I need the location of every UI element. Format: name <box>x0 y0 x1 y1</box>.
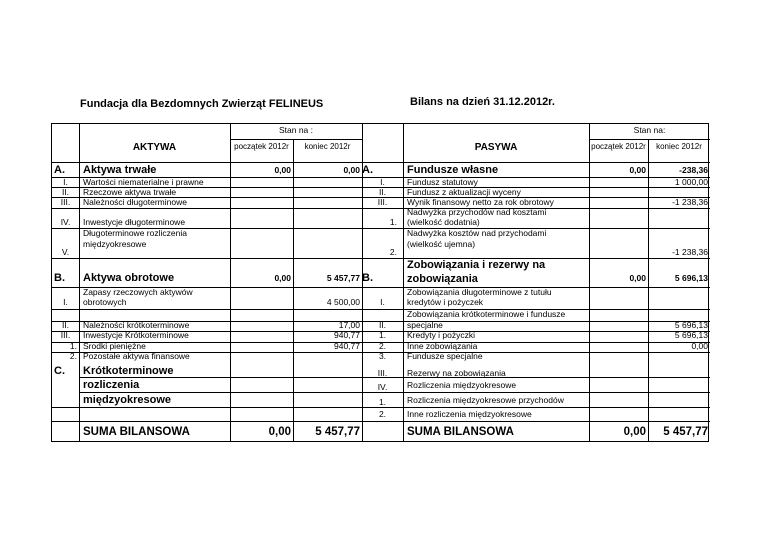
aktywa-row-end: 4 500,00 <box>326 298 360 307</box>
pasywa-row-num: 2. <box>389 248 397 257</box>
pasywa-row-end: -238,36 <box>679 166 708 175</box>
pasywa-col-start: początek 2012r <box>591 142 646 151</box>
aktywa-total-end: 5 457,77 <box>315 426 360 438</box>
organization-title: Fundacja dla Bezdomnych Zwierząt FELINEUS <box>80 98 324 110</box>
grid-line <box>230 139 362 140</box>
balance-sheet-table <box>51 123 709 442</box>
pasywa-row-num: 3. <box>378 352 387 361</box>
aktywa-row-label: Rzeczowe aktywa trwałe <box>83 188 177 197</box>
pasywa-row-num: I. <box>380 178 385 187</box>
pasywa-row-start: 0,00 <box>629 274 646 283</box>
aktywa-row-num: A. <box>54 164 65 176</box>
aktywa-row-end: 17,00 <box>338 321 360 330</box>
aktywa-row-num: V. <box>61 248 70 257</box>
pasywa-row-label: Zobowiązania krótkoterminowe i fundusze <box>407 310 566 319</box>
pasywa-row-label: Inne rozliczenia międzyokresowe <box>407 410 532 419</box>
pasywa-row-label: Nadwyżka przychodów nad kosztami <box>407 208 547 217</box>
pasywa-row-end: 5 696,13 <box>674 321 708 330</box>
pasywa-row-num: 1. <box>378 331 387 340</box>
grid-line <box>52 162 710 163</box>
aktywa-row-num: IV. <box>60 218 71 227</box>
pasywa-row-num: A. <box>362 164 373 176</box>
grid-line <box>52 258 710 259</box>
pasywa-title: PASYWA <box>474 142 518 153</box>
pasywa-row-num: III. <box>377 198 388 207</box>
aktywa-row-end: 940,77 <box>334 342 360 351</box>
pasywa-row-num: I. <box>380 298 385 307</box>
pasywa-row-label: (wielkość ujemna) <box>407 240 476 249</box>
grid-line <box>403 124 404 441</box>
pasywa-row-end: -1 238,36 <box>672 198 708 207</box>
aktywa-col-end: koniec 2012r <box>304 142 351 151</box>
pasywa-row-label: kredytów i pożyczek <box>407 298 484 307</box>
grid-line <box>52 208 710 209</box>
aktywa-row-start: 0,00 <box>274 274 291 283</box>
pasywa-row-label: Zobowiązania i rezerwy na <box>407 259 546 271</box>
aktywa-row-label: Aktywa obrotowe <box>83 272 175 284</box>
aktywa-row-num: III. <box>60 331 71 340</box>
pasywa-row-label: Zobowiązania długoterminowe z tutułu <box>407 288 552 297</box>
pasywa-row-num: 2. <box>378 342 387 351</box>
aktywa-total-start: 0,00 <box>268 426 291 438</box>
pasywa-row-num: B. <box>362 272 373 284</box>
aktywa-row-end: 5 457,77 <box>326 274 360 283</box>
pasywa-row-start: 0,00 <box>629 166 646 175</box>
grid-line <box>293 139 294 441</box>
aktywa-row-label: Inwestycje długoterminowe <box>83 218 186 227</box>
aktywa-total-label: SUMA BILANSOWA <box>83 426 190 438</box>
aktywa-row-label: obrotowych <box>83 298 127 307</box>
pasywa-row-num: III. <box>377 369 388 378</box>
aktywa-stan-label: Stan na : <box>278 126 314 135</box>
aktywa-title: AKTYWA <box>132 142 177 153</box>
aktywa-row-label: Aktywa trwałe <box>83 164 157 176</box>
pasywa-row-label: Wynik finansowy netto za rok obrotowy <box>407 198 554 207</box>
pasywa-row-end: 5 696,13 <box>674 274 708 283</box>
grid-line <box>52 421 710 422</box>
pasywa-row-label: (wielkość dodatnia) <box>407 218 480 227</box>
aktywa-row-num: I. <box>63 298 68 307</box>
pasywa-row-end: 5 696,13 <box>674 331 708 340</box>
pasywa-row-num: 2. <box>378 410 387 419</box>
pasywa-total-label: SUMA BILANSOWA <box>407 426 514 438</box>
pasywa-row-num: 1. <box>389 218 397 227</box>
pasywa-row-end: 1 000,00 <box>674 178 708 187</box>
pasywa-row-num: IV. <box>377 383 388 392</box>
aktywa-row-num: I. <box>63 178 68 187</box>
pasywa-row-label: Nadwyżka kosztów nad przychodami <box>407 229 547 238</box>
aktywa-row-num: 1. <box>69 342 77 351</box>
pasywa-row-label: Fundusz z aktualizacji wyceny <box>407 188 521 197</box>
grid-line <box>52 309 710 310</box>
pasywa-total-end: 5 457,77 <box>663 426 708 438</box>
aktywa-row-num: B. <box>54 272 65 284</box>
pasywa-row-label: Fundusze własne <box>407 164 499 176</box>
aktywa-row-label: Wartości niematerialne i prawne <box>83 178 204 187</box>
pasywa-stan-label: Stan na: <box>633 126 666 135</box>
pasywa-row-num: II. <box>378 321 387 330</box>
pasywa-row-num: 1. <box>378 398 387 407</box>
pasywa-row-num: II. <box>378 188 387 197</box>
balance-sheet-title: Bilans na dzień 31.12.2012r. <box>410 96 555 108</box>
aktywa-row-label: Należności krótkoterminowe <box>83 321 190 330</box>
pasywa-row-label: zobowiązania <box>407 273 478 285</box>
aktywa-row-num: C. <box>54 365 65 377</box>
aktywa-row-num: II. <box>61 188 70 197</box>
pasywa-row-label: Rozliczenia międzyokresowe <box>407 381 517 390</box>
aktywa-row-label: Inwestycje Krótkoterminowe <box>83 331 189 340</box>
aktywa-row-start: 0,00 <box>274 166 291 175</box>
aktywa-row-label: rozliczenia <box>83 379 140 391</box>
pasywa-col-end: koniec 2012r <box>656 142 702 151</box>
aktywa-row-num: 2. <box>69 352 77 361</box>
aktywa-row-label: Pozostałe aktywa finansowe <box>83 352 190 361</box>
aktywa-col-start: początek 2012r <box>234 142 289 151</box>
pasywa-row-end: -1 238,36 <box>672 248 708 257</box>
aktywa-row-num: III. <box>60 198 71 207</box>
aktywa-row-label: międzyokresowe <box>83 394 172 406</box>
aktywa-row-label: Krótkoterminowe <box>83 365 174 377</box>
pasywa-row-label: specjalne <box>407 321 443 330</box>
aktywa-row-end: 940,77 <box>334 331 360 340</box>
aktywa-row-label: Należności długoterminowe <box>83 198 187 207</box>
aktywa-row-label: międzyokresowe <box>83 240 147 249</box>
aktywa-row-label: Zapasy rzeczowych aktywów <box>83 288 193 297</box>
pasywa-row-label: Rozliczenia międzyokresowe przychodów <box>407 396 564 405</box>
pasywa-row-end: 0,00 <box>691 342 708 351</box>
pasywa-row-label: Rezerwy na zobowiązania <box>407 369 506 378</box>
grid-line <box>589 139 710 140</box>
aktywa-row-label: Środki pieniężne <box>83 342 146 351</box>
grid-line <box>79 124 80 441</box>
pasywa-row-label: Kredyty i pożyczki <box>407 331 476 340</box>
aktywa-row-label: Długoterminowe rozliczenia <box>83 229 187 238</box>
pasywa-row-label: Inne zobowiązania <box>407 342 478 351</box>
pasywa-row-label: Fundusze specjalne <box>407 352 483 361</box>
pasywa-total-start: 0,00 <box>623 426 646 438</box>
aktywa-row-num: II. <box>61 321 70 330</box>
aktywa-row-end: 0,00 <box>343 166 360 175</box>
pasywa-row-label: Fundusz statutowy <box>407 178 478 187</box>
